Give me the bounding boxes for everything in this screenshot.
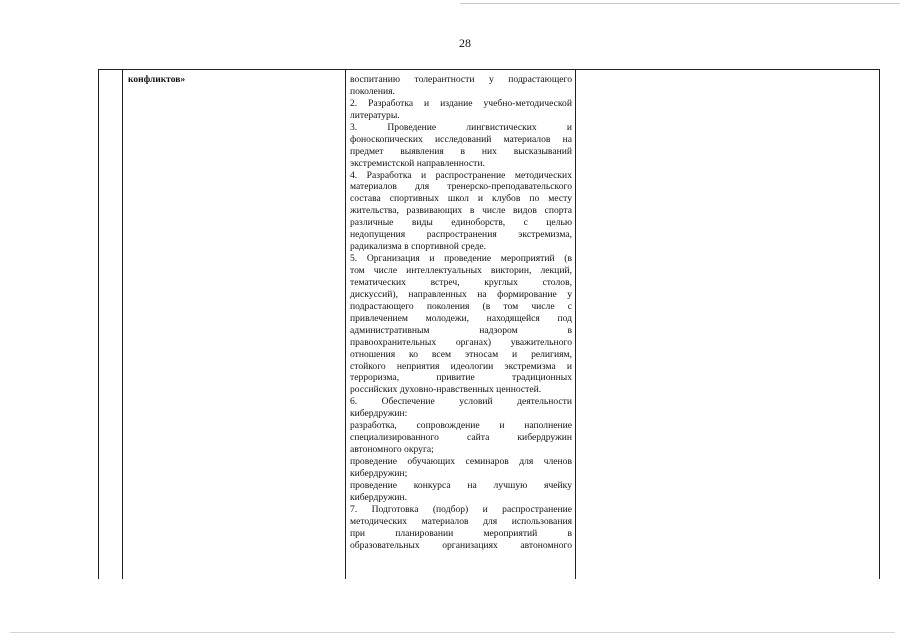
measures-line: административным надзором в (350, 324, 572, 336)
measures-line: проведение обучающих семинаров для членов (350, 456, 572, 467)
measures-line: образовательных организациях автономного (350, 539, 572, 551)
measures-line: том числе интеллектуальных викторин, лекций, (350, 265, 572, 276)
measures-line: методических материалов для использования (350, 515, 572, 527)
measures-line: поколения. (350, 85, 395, 97)
measures-line: терроризма, привитие традиционных (350, 372, 572, 384)
measures-line: предмет выявления в них высказываний (350, 145, 572, 157)
measures-line: экстремистской направленности. (350, 157, 485, 169)
measures-line: 5. Организация и проведение мероприятий (в (350, 253, 572, 265)
measures-line: правоохранительных органах) уважительного (350, 336, 572, 348)
document-table (98, 69, 880, 579)
column-divider-2 (345, 70, 346, 579)
measures-line: подрастающего поколения (в том числе с (350, 300, 572, 312)
measures-line: жительства, развивающих в числе видов спорта (350, 205, 572, 217)
measures-line: материалов для тренерско-преподавательского (350, 181, 572, 193)
measures-line: фоноскопических исследований материалов на (350, 133, 572, 145)
measures-line: проведение конкурса на лучшую ячейку (350, 479, 572, 491)
measures-line: 3. Проведение лингвистических и (350, 121, 572, 133)
measures-line: 2. Разработка и издание учебно-методической (350, 97, 572, 109)
measures-line: дискуссий), направленных на формирование у (350, 288, 572, 300)
column-divider-1 (122, 70, 123, 579)
measures-line: специализированного сайта кибердружин (350, 432, 572, 444)
measures-line: тематических встреч, круглых столов, (350, 276, 572, 288)
measures-line: воспитанию толерантности у подрастающего (350, 74, 572, 85)
measures-line: российских духовно-нравственных ценностей. (350, 384, 542, 396)
measures-line: радикализма в спортивной среде. (350, 241, 486, 253)
measures-line: 7. Подготовка (подбор) и распространение (350, 503, 572, 515)
page-number: 28 (459, 36, 471, 50)
measures-line: 4. Разработка и распространение методических (350, 169, 572, 181)
measures-line: кибердружин: (350, 408, 408, 420)
measures-line: недопущения распространения экстремизма, (350, 229, 572, 241)
measures-line: литературы. (350, 109, 400, 121)
measures-line: стойкого неприятия идеологии экстремизма и (350, 360, 572, 372)
column-divider-3 (575, 70, 576, 579)
measures-line: 6. Обеспечение условий деятельности (350, 396, 572, 408)
scan-edge-bottom (10, 632, 895, 633)
measures-line: отношения ко всем этносам и религиям, (350, 348, 572, 360)
measures-line: кибердружин; (350, 467, 408, 479)
measures-cell (350, 74, 572, 552)
measures-line: кибердружин. (350, 491, 407, 503)
measures-line: автономного округа; (350, 444, 434, 456)
measures-line: различные виды единоборств, с целью (350, 217, 572, 229)
measures-line: привлечением молодежи, находящейся под (350, 312, 572, 324)
measures-line: разработка, сопровождение и наполнение (350, 420, 572, 432)
scan-edge-top (460, 3, 900, 4)
task-cell: конфликтов» (128, 75, 186, 85)
measures-line: при планировании мероприятий в (350, 527, 572, 539)
measures-line: состава спортивных школ и клубов по месту (350, 193, 572, 205)
